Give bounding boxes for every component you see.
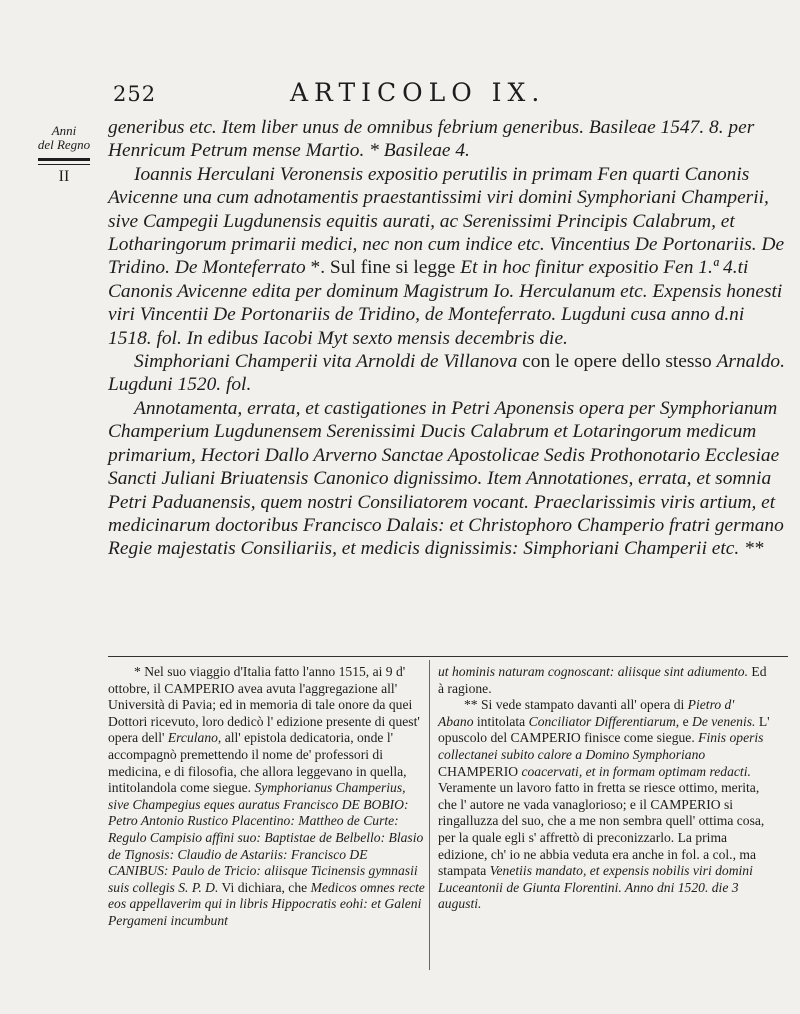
- footnote-rule: [108, 656, 788, 657]
- footnote-star: [108, 664, 430, 930]
- paragraph-4: Annotamenta, errata, et castigationes in Petri Aponensis opera per Symphorianum Champerium Lugdunensem Serenissimi Ducis Calabrum et Lotaringorum medicum primarium, Hectori Dallo Arverno Sanctae Apostolicae Sedis Prothonotario Ecclesiae Sancti Juliani Briuatensis Canonico dignissimo. Item Annotationes, errata, et somnia Petri Paduanensis, quem nostri Consiliatorem vocant. Praeclarissimis viris artium, et medicinarum doctoribus Francisco Dalais: et Christophoro Champerio fratri germano Regie majestatis Consiliariis, et medicis dignissimis: Simphoriani Champerii etc. **: [108, 397, 784, 560]
- p2-title: Ioannis Herculani Veronensis expositio perutilis in primam Fen quarti Canonis Avicenne una cum adnotamentis praestantissimi viri domini Symphoriani Champerii, sive Campegii Lugdunensis equitis aurati, ac Serenissimi Principis Calabrum, et Lotharingorum primarii medici, nec non cum indice etc. Vincentius De Portonariis. De Tridino. De Monteferrato: [108, 163, 785, 279]
- margin-rule-thin: [38, 164, 90, 165]
- fn-right-n: Venetiis mandato, et expensis nobilis viri domini Luceantonii de Giunta Florentini. Anno dni 1520. die 3 augusti.: [438, 863, 753, 912]
- footnote-double-star: [438, 697, 772, 913]
- footnote-star-continued: [438, 664, 772, 697]
- p2-roman: *. Sul fine si legge: [305, 257, 461, 279]
- fn-right-c: ** Si vede stampato davanti all' opera di: [464, 697, 688, 713]
- p3-tail: Arnaldo. Lugduni 1520. fol.: [108, 351, 785, 396]
- fn-right-k: CHAMPERIO: [438, 763, 522, 779]
- fn-right-b: Ed à ragione.: [438, 664, 767, 696]
- margin-note-line1: Anni: [51, 123, 77, 138]
- fn-right-a: ut hominis naturam cognoscant: aliisque sint adiumento.: [438, 664, 749, 679]
- fn-right-l: coacervati, et in formam optimam redacti.: [521, 763, 751, 779]
- paragraph-3: [108, 350, 788, 397]
- main-text: [108, 116, 788, 561]
- running-head: ARTICOLO IX.: [290, 78, 546, 107]
- paragraph-1: generibus etc. Item liber unus de omnibus febrium generibus. Basileae 1547. 8. per Henricum Petrum mense Martio. * Basileae 4.: [108, 117, 755, 162]
- fn-left-b: , all' epistola dedicatoria, onde l' accompagnò premettendo il nome de' professori di medicina, e di filosofia, che allora leggevano in quella, intitolandola come siegue.: [108, 730, 407, 796]
- fn-right-i: L' opuscolo del CAMPERIO finisce come siegue.: [438, 713, 770, 746]
- fn-right-m: Veramente un lavoro fatto in fretta se riesce ottimo, merita, che l' autore ne vada vanaglorioso; e il CAMPERIO si ringalluzza del suo, che a me non sembra quell' ottima cosa, per la quale egli s' affrettò di preconizzarlo. La prima edizione, ch' io ne abbia veduta era anche in fol. a col., ma stampata: [438, 780, 765, 879]
- fn-left-e: Medicos omnes recte eos appellaverim qui in libris Hippocratis eohi: et Galeni Pergameni incumbunt: [108, 879, 425, 928]
- footnote-right-column: [438, 664, 772, 913]
- fn-left-erculano: Erculano: [167, 730, 218, 746]
- p2-tail: Et in hoc finitur expositio Fen 1.ª 4.ti Canonis Avicenne edita per dominum Magistrum Io. Herculanum etc. Expensis honesti viri Vincentii De Portonariis de Tridino, de Monteferrato. Lugduni cusa anno d.ni 1518. fol. In edibus Iacobi Myt sexto mensis decembris die.: [108, 257, 783, 349]
- fn-right-g: , e: [675, 713, 692, 729]
- margin-note-line2: del Regno: [37, 137, 91, 152]
- p3-italic: Simphoriani Champerii vita Arnoldi de Villanova: [134, 351, 518, 373]
- page-number: 252: [113, 82, 157, 106]
- p3-roman: con le opere dello stesso: [517, 351, 717, 373]
- footnote-left-column: [108, 664, 430, 930]
- fn-left-c: Symphorianus Champerius, sive Champegius eques auratus Francisco DE BOBIO: Petro Antonio Rustico Placentino: Mattheo de Curte: Regulo Campisio affini suo: Baptistae de Belbello: Blasio de Tignosis: Claudio de Astariis: Francisco DE CANIBUS: Paulo de Tricio: aliisque Ticinensis gymnasii suis collegis S. P. D.: [108, 780, 424, 895]
- margin-note-year: II: [58, 168, 70, 185]
- paragraph-2: [108, 163, 788, 350]
- fn-left-d: Vi dichiara, che: [218, 879, 311, 895]
- margin-rule: [38, 158, 90, 161]
- margin-note: [26, 124, 102, 184]
- fn-right-d: Pietro d' Abano: [438, 697, 735, 729]
- fn-right-e: intitolata: [473, 713, 529, 729]
- fn-right-f: Conciliator Differentiarum: [528, 713, 676, 729]
- fn-right-j: Finis operis collectanei subito calore a Domino Symphoriano: [438, 730, 764, 762]
- fn-right-h: De venenis.: [692, 713, 756, 729]
- fn-left-a: * Nel suo viaggio d'Italia fatto l'anno 1515, ai 9 d' ottobre, il CAMPERIO avea avuta l'aggregazione all' Università di Pavia; ed in memoria di tale onore da quei Dottori ricevuto, loro dedicò l' edizione presente di quest' opera dell': [108, 664, 420, 746]
